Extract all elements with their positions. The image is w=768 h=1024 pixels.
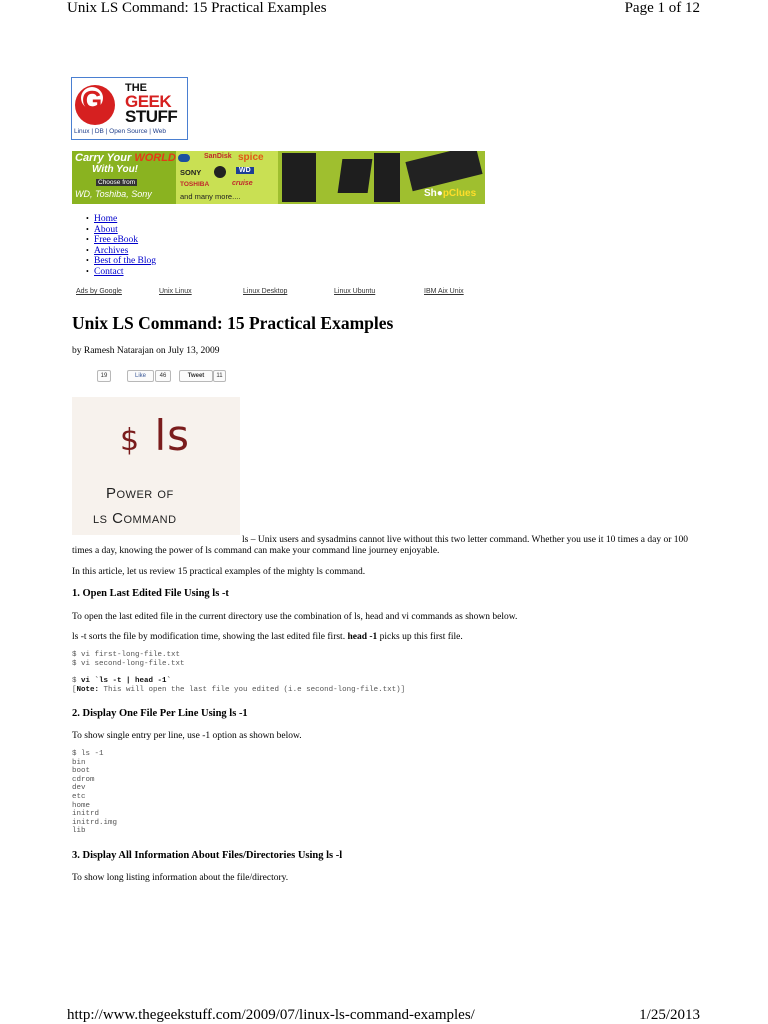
hero-line-1: Power of [106,485,174,502]
section-1-paragraph-2: ls -t sorts the file by modification time, showing the last edited file first. head -1 picks up this first file. [72,632,463,642]
like-count-badge: 46 [155,370,171,382]
brand-cruise: cruise [232,180,253,187]
logo-letter: G [82,85,103,115]
logo-stuff: STUFF [125,107,178,126]
nav-link-about[interactable]: About [94,224,118,235]
ad-carry-text: Carry Your WORLD [75,152,176,164]
hero-command-text: $ ls [120,411,191,460]
shopclues-logo: Sh●pClues [424,188,477,199]
media-player-image [338,159,373,193]
tweet-button[interactable]: Tweet [179,370,213,382]
ad-left-panel [72,151,176,204]
intro-paragraph-2: In this article, let us review 15 practical examples of the mighty ls command. [72,567,366,577]
intro-paragraph: ls – Unix users and sysadmins cannot live without this two letter command. Whether you use it 10 times a day or 100 times a day, knowing the power of ls command can make your command line journey enjoyable. [72,535,688,556]
section-2-paragraph-1: To show single entry per line, use -1 option as shown below. [72,731,302,741]
article-hero-image [72,397,240,535]
section-1-heading: 1. Open Last Edited File Using ls -t [72,588,229,599]
usb-drive-image [405,151,482,191]
google-ad-link-unix-linux[interactable]: Unix Linux [159,288,192,295]
footer-date: 1/25/2013 [639,1007,700,1023]
site-logo[interactable] [71,77,188,140]
phone-image [374,153,400,202]
apple-icon [214,166,226,178]
nav-item-home: • Home [86,214,118,224]
share-count-badge[interactable]: 19 [97,370,111,382]
hero-line-2: ls Command [93,510,177,527]
section-2-heading: 2. Display One File Per Line Using ls -1 [72,708,248,719]
nav-link-archives[interactable]: Archives [94,245,129,256]
article-byline: by Ramesh Natarajan on July 13, 2009 [72,346,220,356]
nav-link-free-ebook[interactable]: Free eBook [94,235,139,245]
ad-with-you-text: With You! [92,164,139,175]
code-block-1: $ vi first-long-file.txt $ vi second-long-file.txt [72,651,185,668]
code-block-3: $ ls -1 bin boot cdrom dev etc home initrd initrd.img lib [72,750,118,836]
ad-choose-text: Choose from [98,179,136,186]
nav-link-contact[interactable]: Contact [94,266,124,277]
page-number: Page 1 of 12 [624,0,700,16]
nav-item-free-ebook: • Free eBook [86,235,139,245]
logo-tagline: Linux | DB | Open Source | Web [74,128,167,135]
nav-link-best-of-blog[interactable]: Best of the Blog [94,256,157,266]
google-ad-link-linux-ubuntu[interactable]: Linux Ubuntu [334,288,376,295]
logo-the: THE [125,82,147,94]
brand-sony: SONY [180,168,202,177]
google-ad-link-ibm-aix-unix[interactable]: IBM Aix Unix [424,288,464,295]
nav-item-archives: • Archives [86,245,129,256]
ads-by-google-link[interactable]: Ads by Google [76,288,122,295]
footer-url: http://www.thegeekstuff.com/2009/07/linux-ls-command-examples/ [67,1007,475,1023]
logo-geek: GEEK [125,92,172,111]
section-1-paragraph-1: To open the last edited file in the current directory use the combination of ls, head and vi commands as shown below. [72,612,518,622]
brand-toshiba: TOSHIBA [180,181,210,188]
page-header-title: Unix LS Command: 15 Practical Examples [67,0,327,16]
brand-logo-1 [178,154,190,162]
nav-item-best-of-blog: • Best of the Blog [86,256,157,266]
section-3-heading: 3. Display All Information About Files/Directories Using ls -l [72,850,343,861]
code-block-2: $ vi `ls -t | head -1` [Note: This will open the last file you edited (i.e second-long-file.txt)] [72,677,406,694]
ad-more-text: and many more.... [180,192,241,201]
ad-brands-text: WD, Toshiba, Sony [75,189,152,199]
google-ad-link-linux-desktop[interactable]: Linux Desktop [243,288,288,295]
site-nav [86,214,156,277]
nav-item-about: • About [86,224,118,235]
like-button[interactable]: Like [127,370,154,382]
ad-banner[interactable] [72,151,485,204]
section-3-paragraph-1: To show long listing information about the file/directory. [72,873,289,883]
article-title: Unix LS Command: 15 Practical Examples [72,313,394,333]
brand-sandisk: SanDisk [204,153,232,160]
brand-wd: WD [236,167,254,174]
brand-spice: spice [238,152,264,163]
tweet-count-badge: 11 [213,370,226,382]
hard-drive-image [282,153,316,202]
nav-link-home[interactable]: Home [94,214,118,224]
nav-item-contact: • Contact [86,266,124,277]
